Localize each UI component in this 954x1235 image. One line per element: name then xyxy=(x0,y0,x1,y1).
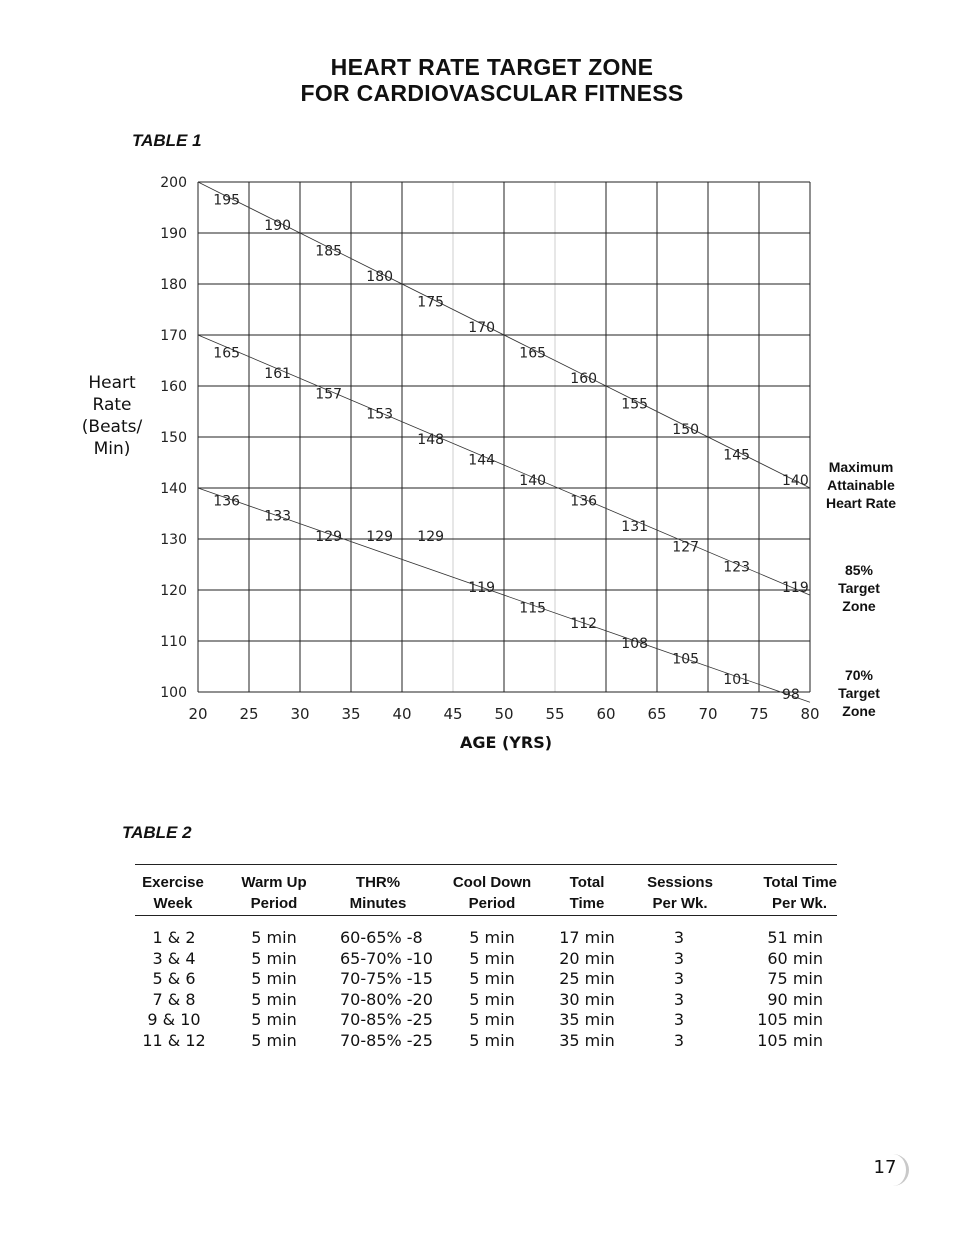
y-tick-label: 160 xyxy=(160,379,187,395)
zone70-label-line-3: Zone xyxy=(842,703,876,719)
table-cell: 35 min xyxy=(559,1010,615,1030)
y-axis-title-line-2: Rate xyxy=(92,395,132,415)
header-thr-minutes xyxy=(338,872,418,914)
x-tick-label: 70 xyxy=(698,705,718,723)
x-axis-title: AGE (YRS) xyxy=(459,733,553,752)
data-label: 108 xyxy=(621,636,649,653)
x-tick-label: 40 xyxy=(392,705,412,723)
table-cell: 5 min xyxy=(469,1031,515,1050)
x-tick-label: 30 xyxy=(290,705,310,723)
header-cell-line: Time xyxy=(569,895,605,912)
max-label-line-1: Maximum xyxy=(828,459,894,475)
table-row xyxy=(135,990,837,1010)
table-row xyxy=(135,1010,837,1030)
table-cell: 30 min xyxy=(559,989,615,1009)
table-cell: 70-85% -25 xyxy=(340,1010,433,1030)
y-tick-label: 130 xyxy=(160,532,187,548)
x-tick-label: 65 xyxy=(647,705,667,723)
data-label: 175 xyxy=(417,294,445,311)
data-label: 140 xyxy=(519,473,547,489)
page-number-text: 17 xyxy=(873,1157,897,1178)
table-cell: 5 min xyxy=(469,969,515,989)
table-cell: 60 min xyxy=(767,948,823,968)
x-tick-label: 80 xyxy=(800,705,820,723)
data-label: 133 xyxy=(264,508,292,525)
x-tick-label: 25 xyxy=(239,705,259,723)
table-cell: 5 min xyxy=(251,989,297,1009)
table1-label: TABLE 1 xyxy=(132,131,202,150)
table-cell: 5 min xyxy=(469,989,515,1009)
table-cell: 105 min xyxy=(757,1031,823,1050)
y-tick-label: 100 xyxy=(160,685,187,701)
data-label: 129 xyxy=(315,529,343,546)
target-zone-70-label xyxy=(809,666,909,720)
header-cell-line: Total xyxy=(569,874,605,891)
table-cell: 5 min xyxy=(251,928,297,947)
data-label: 185 xyxy=(315,243,343,260)
table-cell: 70-80% -20 xyxy=(340,989,433,1009)
y-axis-title-line-1: Heart xyxy=(88,373,136,393)
data-label: 180 xyxy=(366,269,394,285)
header-cell-line: Minutes xyxy=(349,895,407,912)
data-label: 119 xyxy=(468,580,496,597)
y-tick-label: 200 xyxy=(160,175,187,191)
header-cell-line: Sessions xyxy=(647,874,713,891)
header-sessions-per-wk xyxy=(635,872,725,914)
data-label: 157 xyxy=(315,386,343,403)
table-row xyxy=(135,1031,837,1051)
page-title-line-2: FOR CARDIOVASCULAR FITNESS xyxy=(300,80,684,106)
y-axis-title-line-3: (Beats/ xyxy=(81,417,143,437)
data-label: 161 xyxy=(264,365,292,382)
data-label: 131 xyxy=(621,518,649,535)
x-tick-label: 20 xyxy=(188,705,208,723)
data-label: 119 xyxy=(782,580,809,597)
table-cell: 90 min xyxy=(767,989,823,1009)
table-cell: 3 xyxy=(673,1010,685,1030)
table-cell: 5 min xyxy=(469,948,515,968)
data-label: 115 xyxy=(519,600,547,617)
table-cell: 65-70% -10 xyxy=(340,948,433,968)
x-tick-label: 75 xyxy=(749,705,769,723)
data-label: 105 xyxy=(672,651,700,668)
data-label: 170 xyxy=(468,320,496,336)
data-label: 123 xyxy=(723,559,751,576)
table-cell: 3 xyxy=(673,928,685,947)
data-label: 127 xyxy=(672,539,700,556)
data-label: 148 xyxy=(417,432,445,449)
max-label-line-3: Heart Rate xyxy=(825,495,897,511)
header-cell-line: THR% xyxy=(355,874,401,891)
table-cell: 17 min xyxy=(559,928,615,947)
data-label: 160 xyxy=(570,371,598,387)
table-cell: 5 min xyxy=(251,1031,297,1050)
data-label: 136 xyxy=(570,493,598,510)
table-cell: 1 & 2 xyxy=(152,928,196,947)
table-row xyxy=(135,949,837,969)
table-cell: 3 xyxy=(673,948,685,968)
table-cell: 51 min xyxy=(767,928,823,947)
header-cell-line: Cool Down xyxy=(452,874,532,891)
header-cell-line: Total Time xyxy=(763,874,837,891)
table-cell: 5 min xyxy=(251,969,297,989)
data-label: 153 xyxy=(366,406,394,423)
table-header-rule xyxy=(135,915,837,916)
max-heart-rate-label xyxy=(811,458,911,512)
data-label: 165 xyxy=(519,345,547,362)
table-cell: 3 xyxy=(673,1031,685,1050)
zone70-label-line-2: Target xyxy=(838,685,880,701)
data-label: 144 xyxy=(468,452,496,469)
page-title-line-1: HEART RATE TARGET ZONE xyxy=(330,54,654,80)
y-tick-label: 170 xyxy=(160,328,187,344)
data-label: 101 xyxy=(723,671,751,688)
header-cell-line: Period xyxy=(250,895,298,912)
x-tick-label: 60 xyxy=(596,705,616,723)
data-label: 165 xyxy=(213,345,241,362)
header-cell-line: Week xyxy=(153,895,193,912)
table-row xyxy=(135,928,837,948)
table-cell: 3 xyxy=(673,989,685,1009)
data-label: 112 xyxy=(570,615,598,632)
table-cell: 7 & 8 xyxy=(152,989,196,1009)
y-tick-label: 150 xyxy=(160,430,187,446)
x-tick-label: 55 xyxy=(545,705,565,723)
header-total-time xyxy=(552,872,622,914)
table-cell: 25 min xyxy=(559,969,615,989)
header-cell-line: Warm Up xyxy=(241,874,307,891)
header-cell-line: Per Wk. xyxy=(652,895,708,912)
header-exercise-week xyxy=(135,872,211,914)
y-tick-label: 140 xyxy=(160,481,187,497)
zone85-label-line-2: Target xyxy=(838,580,880,596)
table-cell: 70-85% -25 xyxy=(340,1031,433,1050)
table-cell: 5 min xyxy=(469,928,515,947)
y-tick-label: 110 xyxy=(160,634,187,650)
data-label: 155 xyxy=(621,396,649,413)
table-cell: 3 & 4 xyxy=(152,948,196,968)
data-label: 145 xyxy=(723,447,751,464)
table-top-rule xyxy=(135,864,837,865)
data-label: 140 xyxy=(782,473,809,489)
max-label-line-2: Attainable xyxy=(827,477,895,493)
header-cell-line: Exercise xyxy=(142,874,204,891)
header-total-time-per-wk xyxy=(747,872,837,914)
table-cell: 5 min xyxy=(251,1010,297,1030)
data-label: 190 xyxy=(264,218,292,234)
table-cell: 70-75% -15 xyxy=(340,969,433,989)
table-cell: 75 min xyxy=(767,969,823,989)
table-cell: 5 min xyxy=(469,1010,515,1030)
zone70-label-line-1: 70% xyxy=(844,667,874,683)
data-label: 136 xyxy=(213,493,241,510)
header-warm-up-period xyxy=(229,872,319,914)
zone85-label-line-1: 85% xyxy=(844,562,874,578)
data-label: 129 xyxy=(417,529,445,546)
table-cell: 5 min xyxy=(251,948,297,968)
table-cell: 3 xyxy=(673,969,685,989)
page-number xyxy=(868,1154,904,1188)
table-cell: 105 min xyxy=(757,1010,823,1030)
table-row xyxy=(135,969,837,989)
y-tick-label: 120 xyxy=(160,583,187,599)
zone85-label-line-3: Zone xyxy=(842,598,876,614)
y-axis-title xyxy=(70,372,154,460)
x-tick-label: 35 xyxy=(341,705,361,723)
table-cell: 20 min xyxy=(559,948,615,968)
table-cell: 35 min xyxy=(559,1031,615,1050)
x-tick-label: 45 xyxy=(443,705,463,723)
table-cell: 11 & 12 xyxy=(142,1031,206,1050)
data-label: 129 xyxy=(366,529,394,546)
x-tick-label: 50 xyxy=(494,705,514,723)
target-zone-85-label xyxy=(809,561,909,615)
y-tick-label: 180 xyxy=(160,277,187,293)
table-cell: 60-65% -8 xyxy=(340,928,423,947)
data-label: 195 xyxy=(213,192,241,209)
header-cell-line: Per Wk. xyxy=(771,895,827,912)
data-label: 98 xyxy=(782,687,800,704)
y-axis-title-line-4: Min) xyxy=(93,439,131,459)
header-cool-down-period xyxy=(442,872,542,914)
y-tick-label: 190 xyxy=(160,226,187,242)
data-label: 150 xyxy=(672,422,700,438)
header-cell-line: Period xyxy=(468,895,516,912)
table-cell: 9 & 10 xyxy=(147,1010,201,1030)
table2-label: TABLE 2 xyxy=(122,823,192,842)
table-cell: 5 & 6 xyxy=(152,969,196,989)
